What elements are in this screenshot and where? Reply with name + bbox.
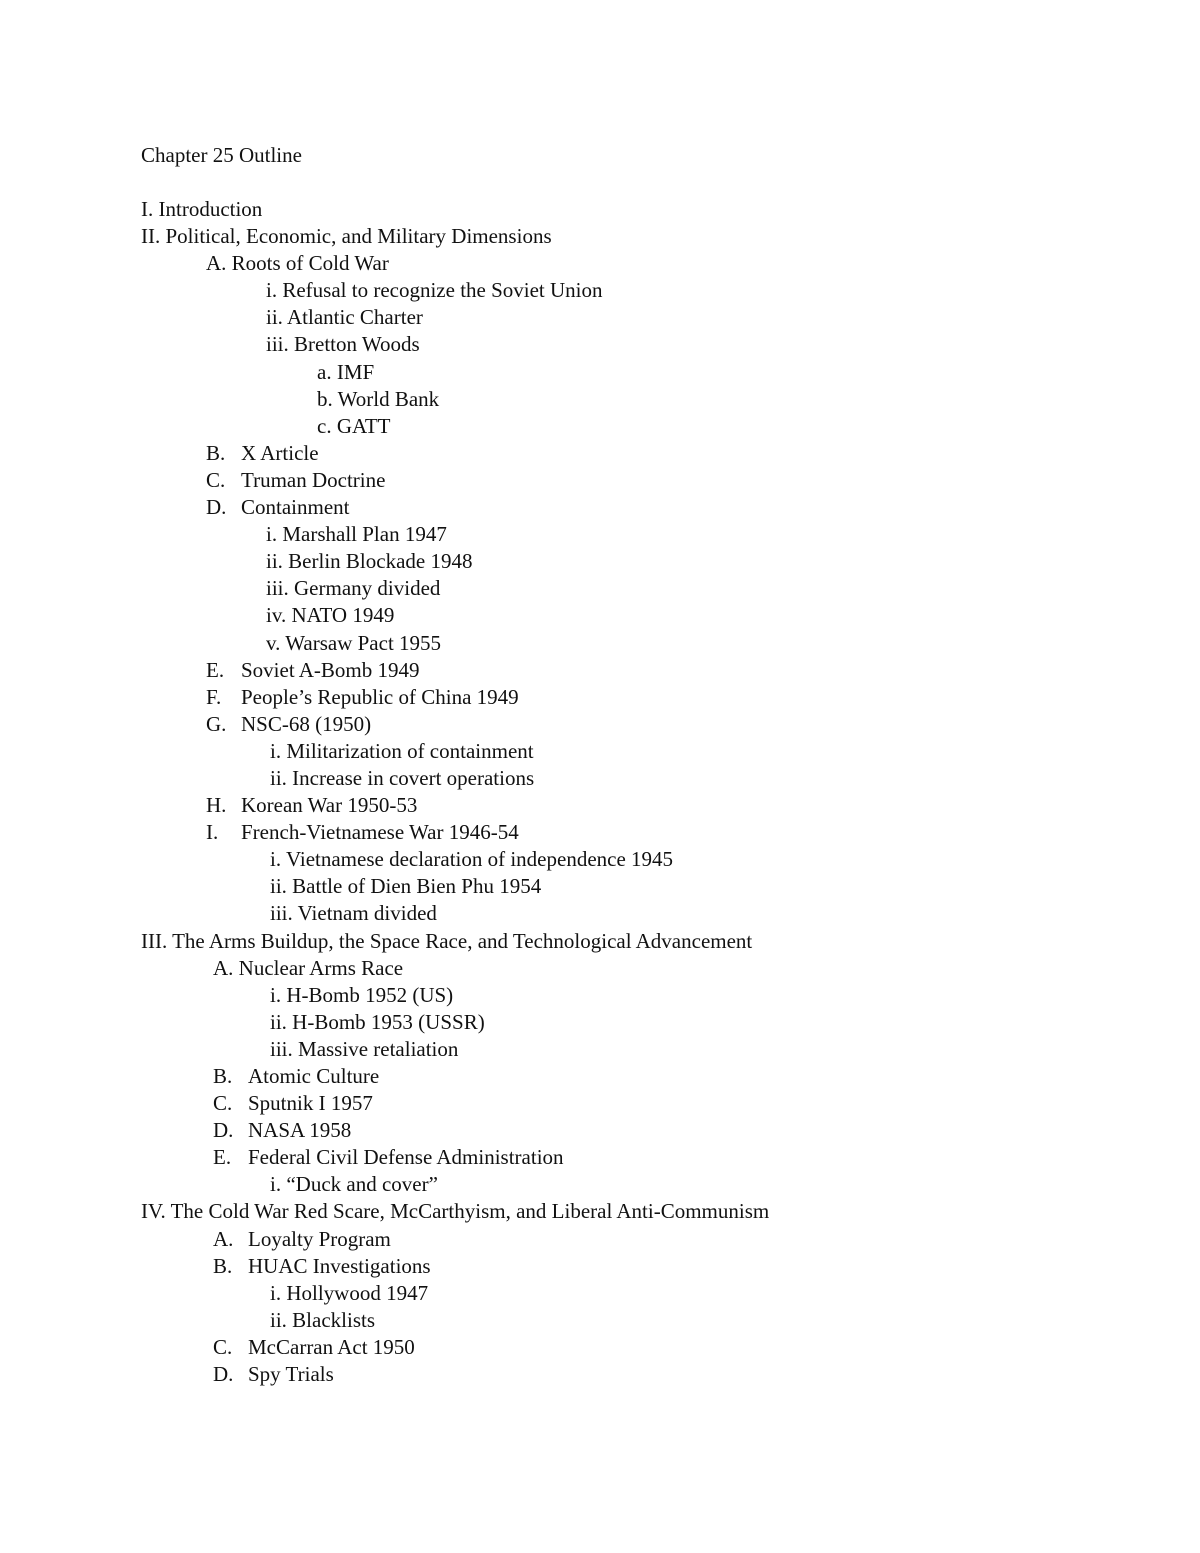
outline-marker: i. [270,982,282,1007]
outline-item [0,1171,1200,1198]
outline-marker: i. [270,738,282,763]
outline-item [0,1063,1200,1090]
outline-text: NASA 1958 [248,1118,352,1143]
outline-marker: ii. [266,549,283,574]
outline-marker: i. [266,522,278,547]
outline-text: Federal Civil Defense Administration [248,1145,564,1170]
outline-text: Militarization of containment [281,738,534,763]
outline-item [0,1144,1200,1171]
outline-text: Atlantic Charter [282,305,423,330]
outline-text: Germany divided [288,576,441,601]
outline-text: NATO 1949 [286,603,395,628]
outline-marker: i. [270,1280,282,1305]
outline-text: H-Bomb 1952 (US) [281,982,454,1007]
outline-marker: C. [206,467,226,492]
outline-item [0,1253,1200,1280]
outline-item [0,765,1200,792]
outline-text: French-Vietnamese War 1946-54 [241,820,519,845]
outline-text: Berlin Blockade 1948 [282,549,473,574]
outline-item [0,304,1200,331]
outline-item [0,955,1200,982]
outline-item [0,846,1200,873]
outline-marker: a. [317,359,332,384]
outline-marker: I. [206,820,219,845]
outline-text: IMF [331,359,375,384]
outline-marker: ii. [270,1307,287,1332]
outline-text: NSC-68 (1950) [241,711,372,736]
outline-marker: iii. [266,576,289,601]
outline-item [0,738,1200,765]
outline-item [0,819,1200,846]
outline-item [0,359,1200,386]
outline-item [0,1226,1200,1253]
outline-list [0,196,1200,1388]
outline-item [0,413,1200,440]
outline-item [0,440,1200,467]
outline-marker: I. [141,197,154,221]
outline-marker: b. [317,386,333,411]
outline-item [0,657,1200,684]
outline-text: Blacklists [286,1307,376,1332]
outline-item [0,1198,1200,1225]
outline-text: H-Bomb 1953 (USSR) [286,1009,485,1034]
outline-text: Soviet A-Bomb 1949 [241,657,420,682]
outline-marker: B. [206,440,226,465]
outline-marker: B. [213,1064,233,1088]
outline-text: Hollywood 1947 [281,1280,429,1305]
outline-text: GATT [331,413,391,438]
outline-text: X Article [241,440,319,465]
outline-text: Political, Economic, and Military Dimensions [160,224,552,249]
outline-marker: D. [206,495,227,520]
outline-marker: i. [266,278,278,303]
page-title: Chapter 25 Outline [141,143,302,167]
outline-marker: G. [206,711,227,736]
outline-marker: i. [270,1172,282,1197]
outline-marker: iii. [266,332,289,357]
outline-marker: III. [141,928,168,953]
outline-text: Increase in covert operations [286,765,535,790]
outline-text: World Bank [332,386,440,411]
outline-marker: ii. [266,305,283,330]
outline-text: Massive retaliation [292,1036,459,1061]
outline-marker: ii. [270,874,287,899]
outline-text: Truman Doctrine [241,467,386,492]
outline-item [0,1009,1200,1036]
outline-text: Spy Trials [248,1362,334,1387]
outline-marker: E. [213,1145,232,1170]
outline-text: Containment [241,495,350,520]
outline-text: Refusal to recognize the Soviet Union [277,278,603,303]
outline-item [0,277,1200,304]
outline-item [0,873,1200,900]
outline-marker: iv. [266,603,287,628]
outline-marker: ii. [270,1009,287,1034]
outline-marker: iii. [270,1036,293,1061]
outline-marker: iii. [270,901,293,926]
outline-text: Vietnam divided [292,901,437,926]
outline-marker: D. [213,1118,234,1143]
outline-item [0,467,1200,494]
outline-marker: IV. [141,1199,166,1224]
outline-marker: C. [213,1334,233,1359]
outline-item [0,928,1200,955]
outline-item [0,223,1200,250]
outline-text: Marshall Plan 1947 [277,522,447,547]
outline-marker: ii. [270,765,287,790]
outline-item [0,196,1200,223]
outline-item [0,900,1200,927]
outline-item [0,1280,1200,1307]
outline-item [0,386,1200,413]
outline-item [0,602,1200,629]
outline-text: McCarran Act 1950 [248,1334,415,1359]
outline-item [0,575,1200,602]
outline-marker: A. [213,955,234,980]
outline-text: Bretton Woods [288,332,420,357]
outline-item [0,331,1200,358]
outline-text: People’s Republic of China 1949 [241,684,519,709]
outline-text: Korean War 1950-53 [241,793,418,818]
outline-item [0,684,1200,711]
outline-marker: II. [141,224,161,249]
outline-text: Atomic Culture [248,1064,380,1088]
outline-text: Roots of Cold War [226,251,389,276]
outline-item [0,250,1200,277]
outline-marker: C. [213,1091,233,1116]
outline-text: Loyalty Program [248,1226,391,1251]
outline-item [0,792,1200,819]
outline-item [0,1361,1200,1388]
outline-text: Battle of Dien Bien Phu 1954 [286,874,542,899]
outline-marker: A. [206,251,227,276]
outline-text: Introduction [153,197,263,221]
outline-item [0,630,1200,657]
outline-item [0,1090,1200,1117]
outline-marker: D. [213,1362,234,1387]
outline-item [0,982,1200,1009]
outline-marker: E. [206,657,225,682]
outline-marker: v. [266,630,281,655]
outline-item [0,548,1200,575]
outline-text: Nuclear Arms Race [233,955,404,980]
outline-item [0,1307,1200,1334]
outline-marker: B. [213,1253,233,1278]
outline-marker: A. [213,1226,234,1251]
outline-text: Warsaw Pact 1955 [280,630,442,655]
outline-marker: c. [317,413,332,438]
outline-text: The Cold War Red Scare, McCarthyism, and Liberal Anti-Communism [165,1199,770,1224]
outline-marker: H. [206,793,227,818]
outline-marker: i. [270,847,282,872]
outline-marker: F. [206,684,222,709]
outline-text: HUAC Investigations [248,1253,431,1278]
outline-item [0,711,1200,738]
outline-item [0,1036,1200,1063]
outline-item [0,1117,1200,1144]
outline-text: “Duck and cover” [281,1172,438,1197]
outline-item [0,1334,1200,1361]
outline-text: Sputnik I 1957 [248,1091,373,1116]
outline-item [0,521,1200,548]
outline-item [0,494,1200,521]
outline-text: The Arms Buildup, the Space Race, and Technological Advancement [167,928,753,953]
outline-text: Vietnamese declaration of independence 1945 [281,847,674,872]
